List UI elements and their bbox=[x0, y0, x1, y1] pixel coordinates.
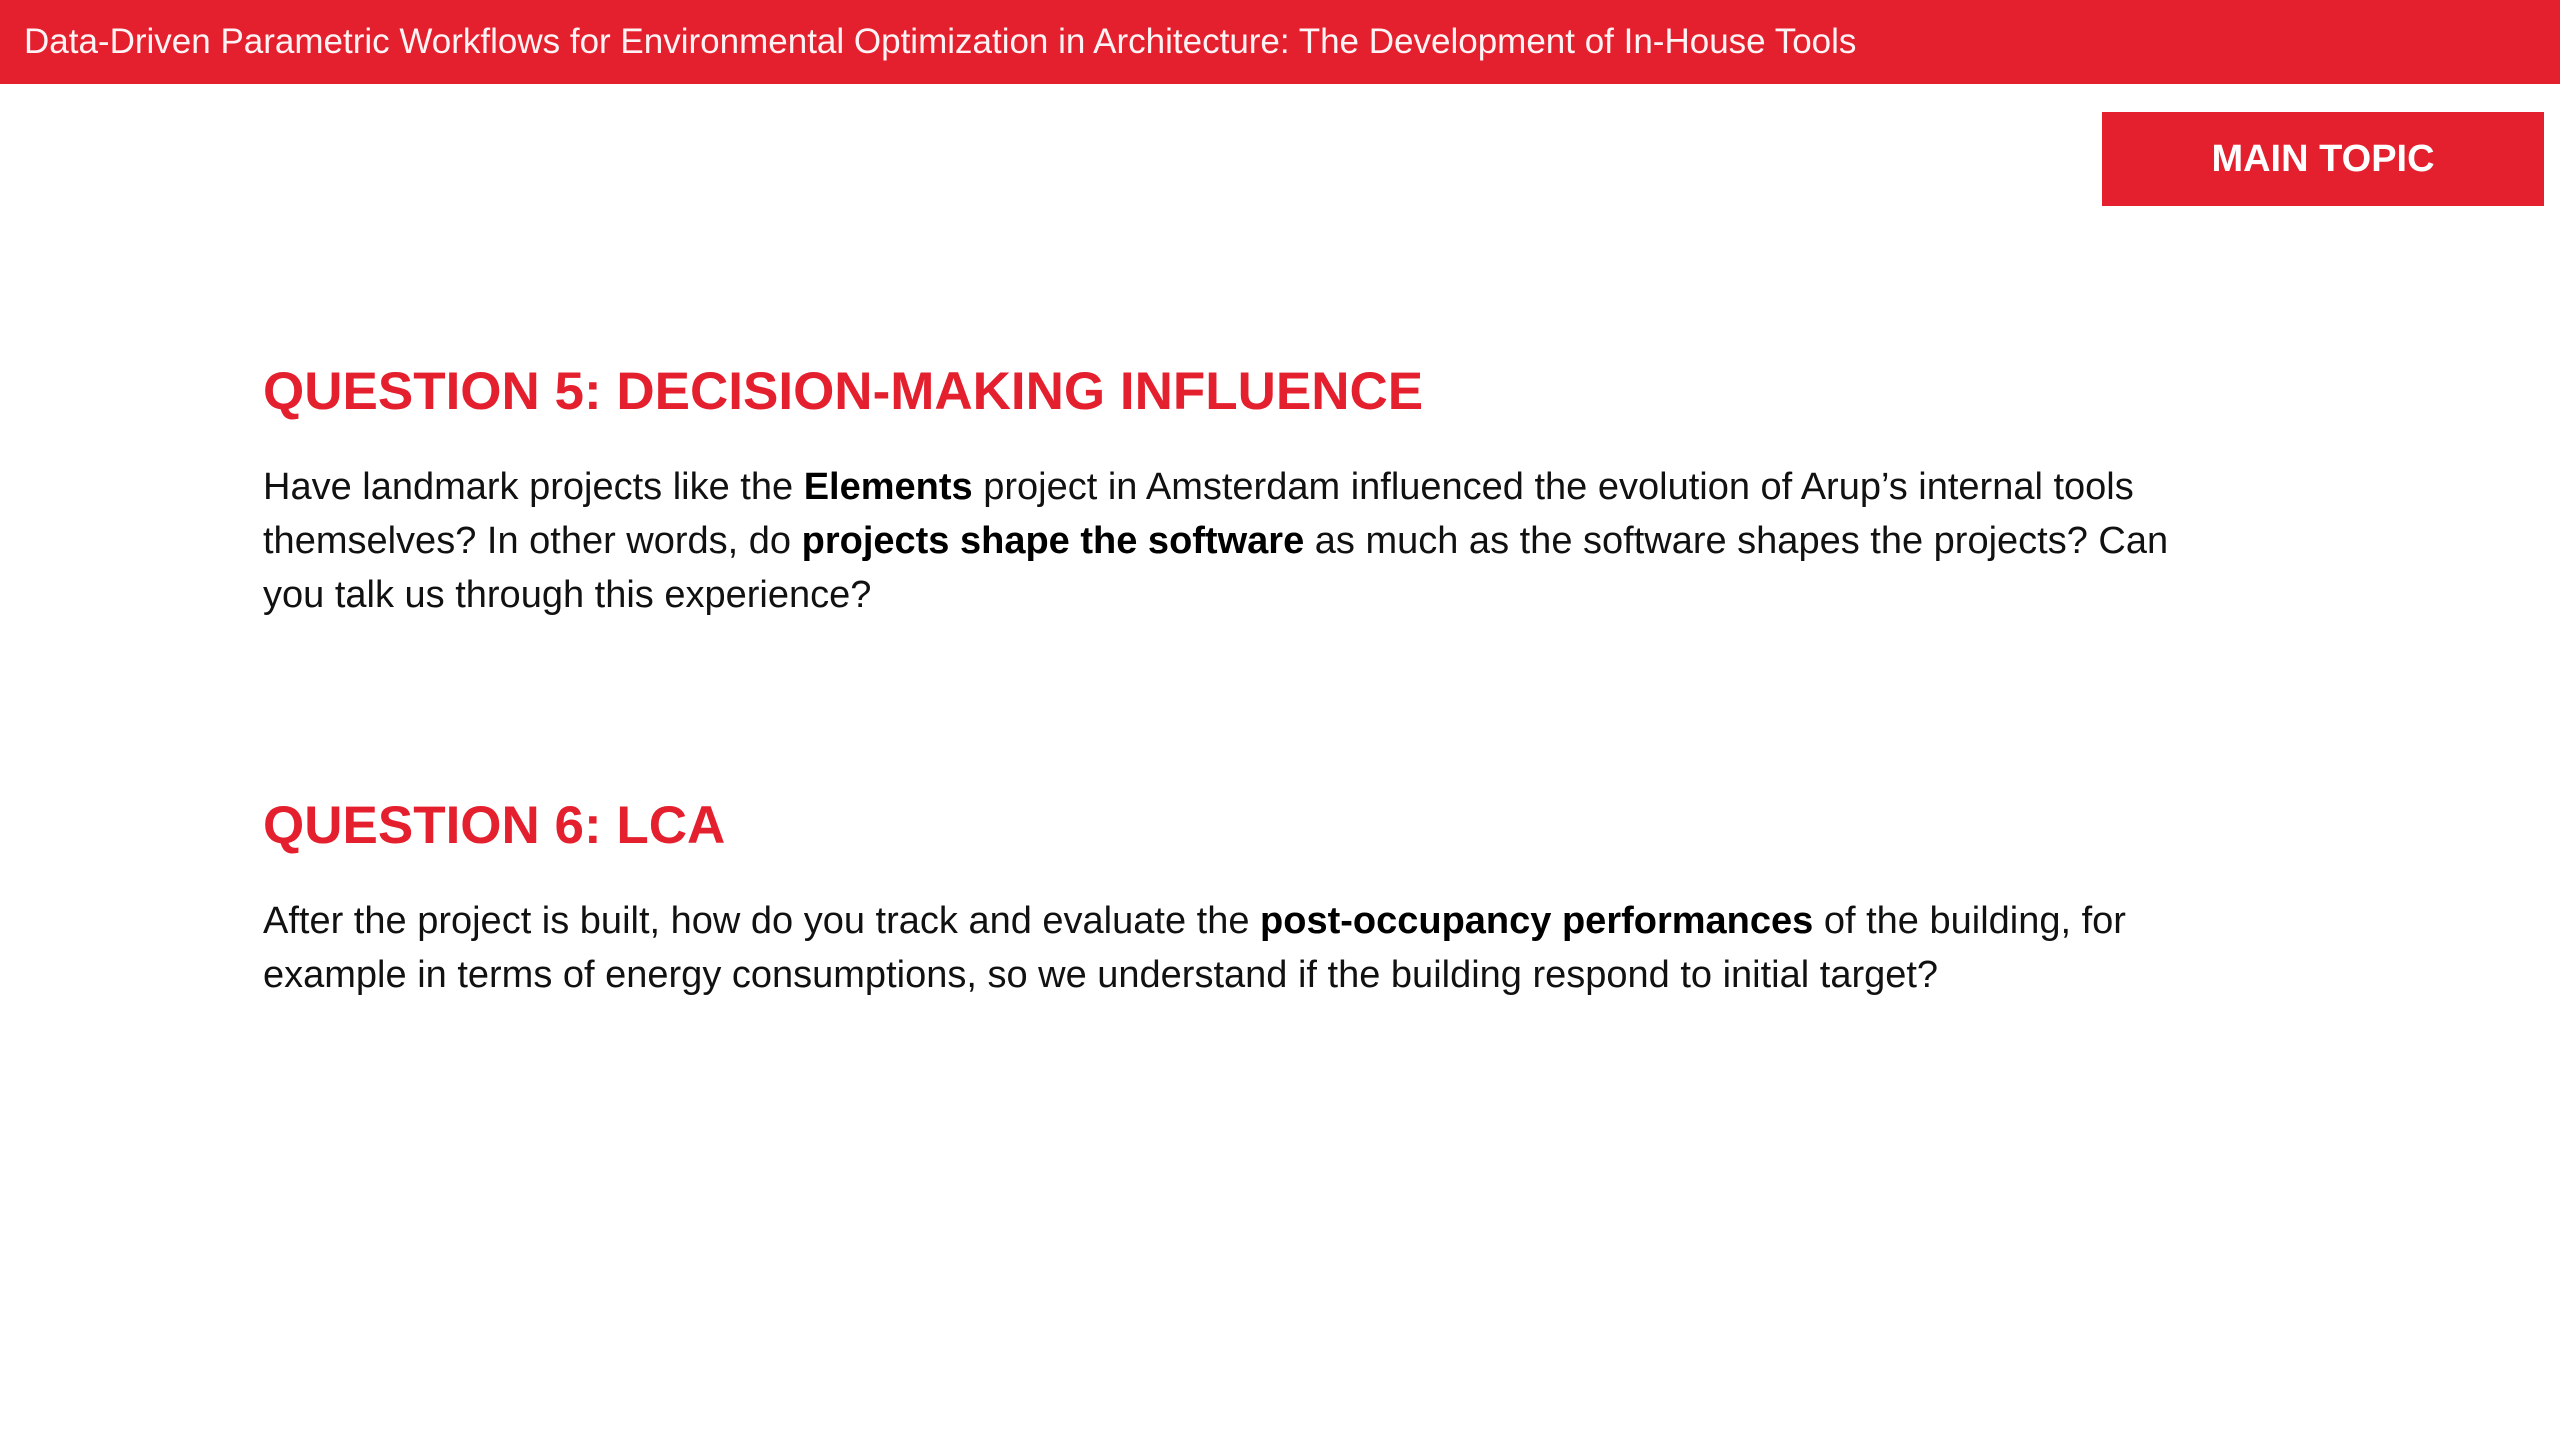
header-bar bbox=[0, 0, 2560, 84]
question-5-text-segment: as much as the software shapes the projects? Can you talk us through this experience? bbox=[263, 520, 2169, 616]
question-5-emphasis-software: projects shape the software bbox=[801, 520, 1305, 562]
question-6-section bbox=[263, 790, 2203, 1002]
question-6-text-segment: After the project is built, how do you track and evaluate the bbox=[263, 900, 1261, 942]
question-5-heading: QUESTION 5: DECISION-MAKING INFLUENCE bbox=[263, 362, 1424, 421]
question-5-section bbox=[263, 356, 2203, 622]
question-6-heading: QUESTION 6: LCA bbox=[263, 796, 726, 855]
question-6-body bbox=[263, 894, 2203, 1002]
question-6-emphasis-performance: post-occupancy performances bbox=[1260, 900, 1814, 942]
main-topic-badge: MAIN TOPIC bbox=[2102, 112, 2544, 206]
question-6-text-segment: of the building, for example in terms of energy consumptions, so we understand if the building respond to initial target? bbox=[263, 900, 2126, 996]
question-5-text-segment: project in Amsterdam influenced the evolution of Arup’s internal tools themselves? In other words, do bbox=[263, 466, 2134, 562]
presentation-title: Data-Driven Parametric Workflows for Environmental Optimization in Architecture: The Development of In-House Tools bbox=[24, 22, 1857, 61]
question-5-body bbox=[263, 460, 2203, 622]
question-5-emphasis-elements: Elements bbox=[803, 466, 973, 508]
question-5-text-segment: Have landmark projects like the bbox=[263, 466, 804, 508]
